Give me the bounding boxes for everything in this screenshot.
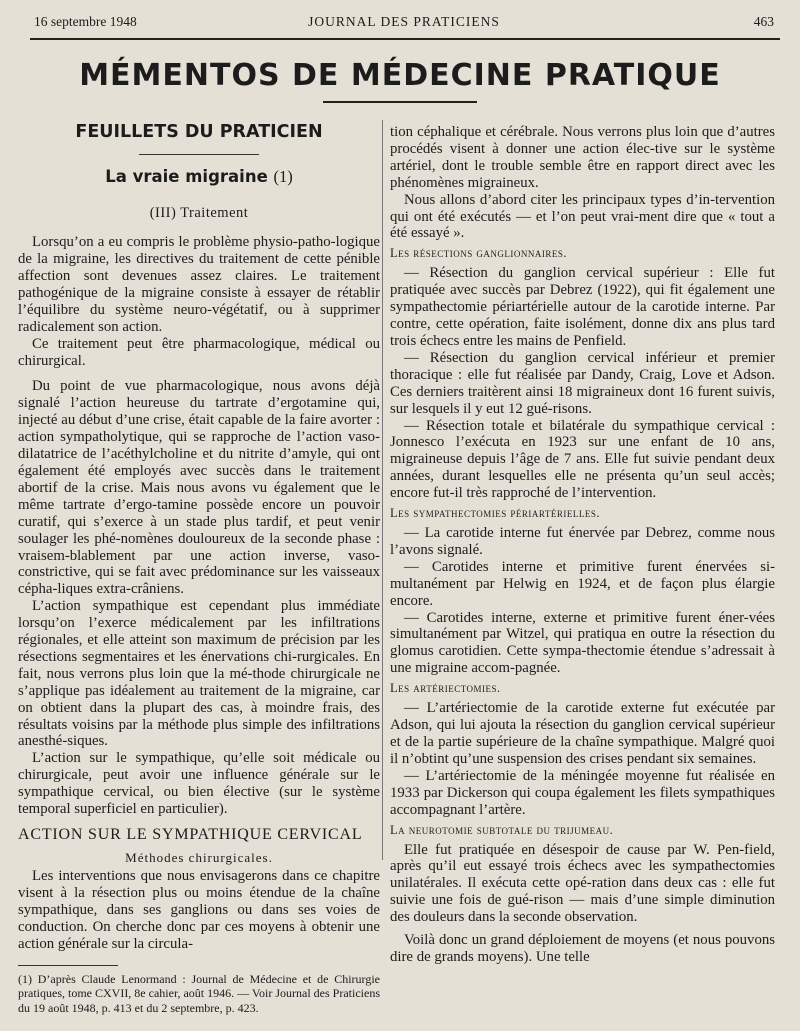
header-page-number: 463 xyxy=(753,14,774,29)
paragraph: — L’artériectomie de la méningée moyenne fut réalisée en 1933 par Dickerson qui coupa également les filets sympathiques accompagnant l’artère. xyxy=(390,767,775,818)
article-title xyxy=(18,167,380,191)
paragraph: Lorsqu’on a eu compris le problème physio-patho-logique de la migraine, les directives du traitement de cette pénible affection sont devenues assez claires. Le traitement pathogénique de la migraine consiste à essayer de rétablir l’équilibre du système neuro-végétatif, ou à supprimer radicalement son action. xyxy=(18,234,380,335)
paragraph: — Résection du ganglion cervical supérieur : Elle fut pratiquée avec succès par Debrez (1922), qui fit également une sympathectomie périartérielle autour de la carotide interne. Par contre, cette opération, faite isolément, donne dix ans plus tard trois échecs entre les mains de Penfield. xyxy=(390,265,775,349)
paragraph: Du point de vue pharmacologique, nous avons déjà signalé l’action heureuse du tartrate d’ergotamine qui, injecté au début d’une crise, était capable de la faire avorter : action sympatholytique, qui se rapproche de l’action vaso-dilatatrice de l’acéthylcholine et du nitrite d’amyle, qui ont également été employés avec succès dans le traitement abortif de la crise. Mais nous avons vu également que le même tartrate d’ergo-tamine possède encore un pouvoir curatif, qui s’exerce à un stade plus tardif, et peut venir soulager les phé-nomènes douloureux de la seconde phase : vraisem-blablement par une action inverse, vaso-constrictive, qui se fait avec prédominance sur les vaisseaux cépha-liques extra-crâniens. xyxy=(18,378,380,598)
header-journal-name: JOURNAL DES PRATICIENS xyxy=(308,14,500,29)
paragraph: — La carotide interne fut énervée par Debrez, comme nous l’avons signalé. xyxy=(390,525,775,558)
paragraph: Voilà donc un grand déploiement de moyens (et nous pouvons dire de grands moyens). Une telle xyxy=(390,932,775,965)
footnote-rule xyxy=(18,965,118,966)
subsection-heading: Les sympathectomies périartérielles. xyxy=(390,506,600,521)
feuillets-rule xyxy=(139,154,259,155)
paragraph: tion céphalique et cérébrale. Nous verrons plus loin que d’autres procédés visent à donner une action élec-tive sur le système artériel, dont le trouble semble être en rapport direct avec les phénomènes migraineux. xyxy=(390,124,775,191)
methodes-heading: Méthodes chirurgicales. xyxy=(125,850,273,865)
paragraph: — L’artériectomie de la carotide externe fut exécutée par Adson, qui lui ajouta la résection du ganglion cervical supérieur et de la partie supérieure de la chaîne sympathique. Malgré quoi il n’obtint qu’une suspension des crises pendant six semaines. xyxy=(390,700,775,767)
main-title: MÉMENTOS DE MÉDECINE PRATIQUE xyxy=(79,58,721,93)
running-header xyxy=(34,14,774,34)
right-column xyxy=(390,124,775,966)
header-date: 16 septembre 1948 xyxy=(34,14,137,29)
paragraph: Les interventions que nous envisagerons dans ce chapitre visent à la résection plus ou moins étendue de la chaîne sympathique, dans ses ganglions ou dans ses voies de conduction. On cherche donc par ces moyens à obtenir une action générale sur la circula- xyxy=(18,868,380,952)
action-heading: ACTION SUR LE SYMPATHIQUE CERVICAL xyxy=(18,826,363,843)
paragraph: Nous allons d’abord citer les principaux types d’in-tervention qui ont été exécutés — et l’on peut vrai-ment dire que « tout a été essayé ». xyxy=(390,191,775,242)
header-rule xyxy=(30,38,780,40)
subsection-heading: Les artériectomies. xyxy=(390,681,501,696)
subsection-heading: La neurotomie subtotale du trijumeau. xyxy=(390,822,614,837)
article-title-text: La vraie migraine xyxy=(105,167,268,187)
paragraph: L’action sur le sympathique, qu’elle soit médicale ou chirurgicale, peut avoir une influence générale sur le sympathique cervical, ou bien élective (sur le système temporal superficiel en particulier). xyxy=(18,750,380,818)
left-column xyxy=(18,112,380,1015)
article-footnote-ref: (1) xyxy=(273,167,293,187)
subsection-heading: Les résections ganglionnaires. xyxy=(390,246,568,261)
paragraph: Ce traitement peut être pharmacologique, médical ou chirurgical. xyxy=(18,335,380,369)
paragraph: — Résection du ganglion cervical inférieur et premier thoracique : elle fut réalisée par Dandy, Craig, Love et Adson. Ces derniers traitèrent ainsi 18 migraineux dont 16 furent suivis, sur lesquels il y eut 12 gué-risons. xyxy=(390,349,775,417)
column-divider xyxy=(382,120,383,860)
paragraph: L’action sympathique est cependant plus immédiate lorsqu’on l’exerce médicalement par les infiltrations régionales, et elle atteint son maximum de précision par les résections segmentaires et les énervations chi-rurgicales. En fait, nous verrons plus loin que la mé-thode chirurgicale ne s’applique pas idéalement au traitement de la migraine, car on obtient dans la plupart des cas, à moindre frais, des résultats voisins par la méthode plus simple des infiltrations anesthé-siques. xyxy=(18,598,380,750)
section-heading: (III) Traitement xyxy=(149,205,249,222)
paragraph: — Résection totale et bilatérale du sympathique cervical : Jonnesco l’exécuta en 1923 sur une enfant de 10 ans, migraineuse depuis l’âge de 7 ans. Elle fut suivie pendant deux années, durant lesquelles elle ne présenta qu’un seul accès; encore fut-il très rapproché de l’intervention. xyxy=(390,417,775,502)
paragraph: — Carotides interne, externe et primitive furent éner-vées simultanément par Witzel, qui pratiqua en outre la résection du glomus carotidien. Cette sympa-thectomie étendue s’adressait à une migraine accom-pagnée. xyxy=(390,609,775,677)
paragraph: — Carotides interne et primitive furent énervées si-multanément par Helwig en 1924, et de façon plus élargie encore. xyxy=(390,558,775,609)
title-rule xyxy=(323,101,477,103)
feuillets-title: FEUILLETS DU PRATICIEN xyxy=(75,122,323,142)
paragraph: Elle fut pratiquée en désespoir de cause par W. Pen-field, après qu’il eut essayé trois échecs avec les sympathectomies unilatérales. Il exécuta cette opé-ration dans deux cas : elle fut suivie une fois de gué-rison — mais d’une simple diminution des douleurs dans la seconde observation. xyxy=(390,841,775,926)
footnote: (1) D’après Claude Lenormand : Journal de Médecine et de Chirurgie pratiques, tome CXVII, 8e cahier, août 1946. — Voir Journal des Praticiens du 19 août 1948, p. 413 et du 2 septembre, p. 423. xyxy=(18,971,380,1015)
